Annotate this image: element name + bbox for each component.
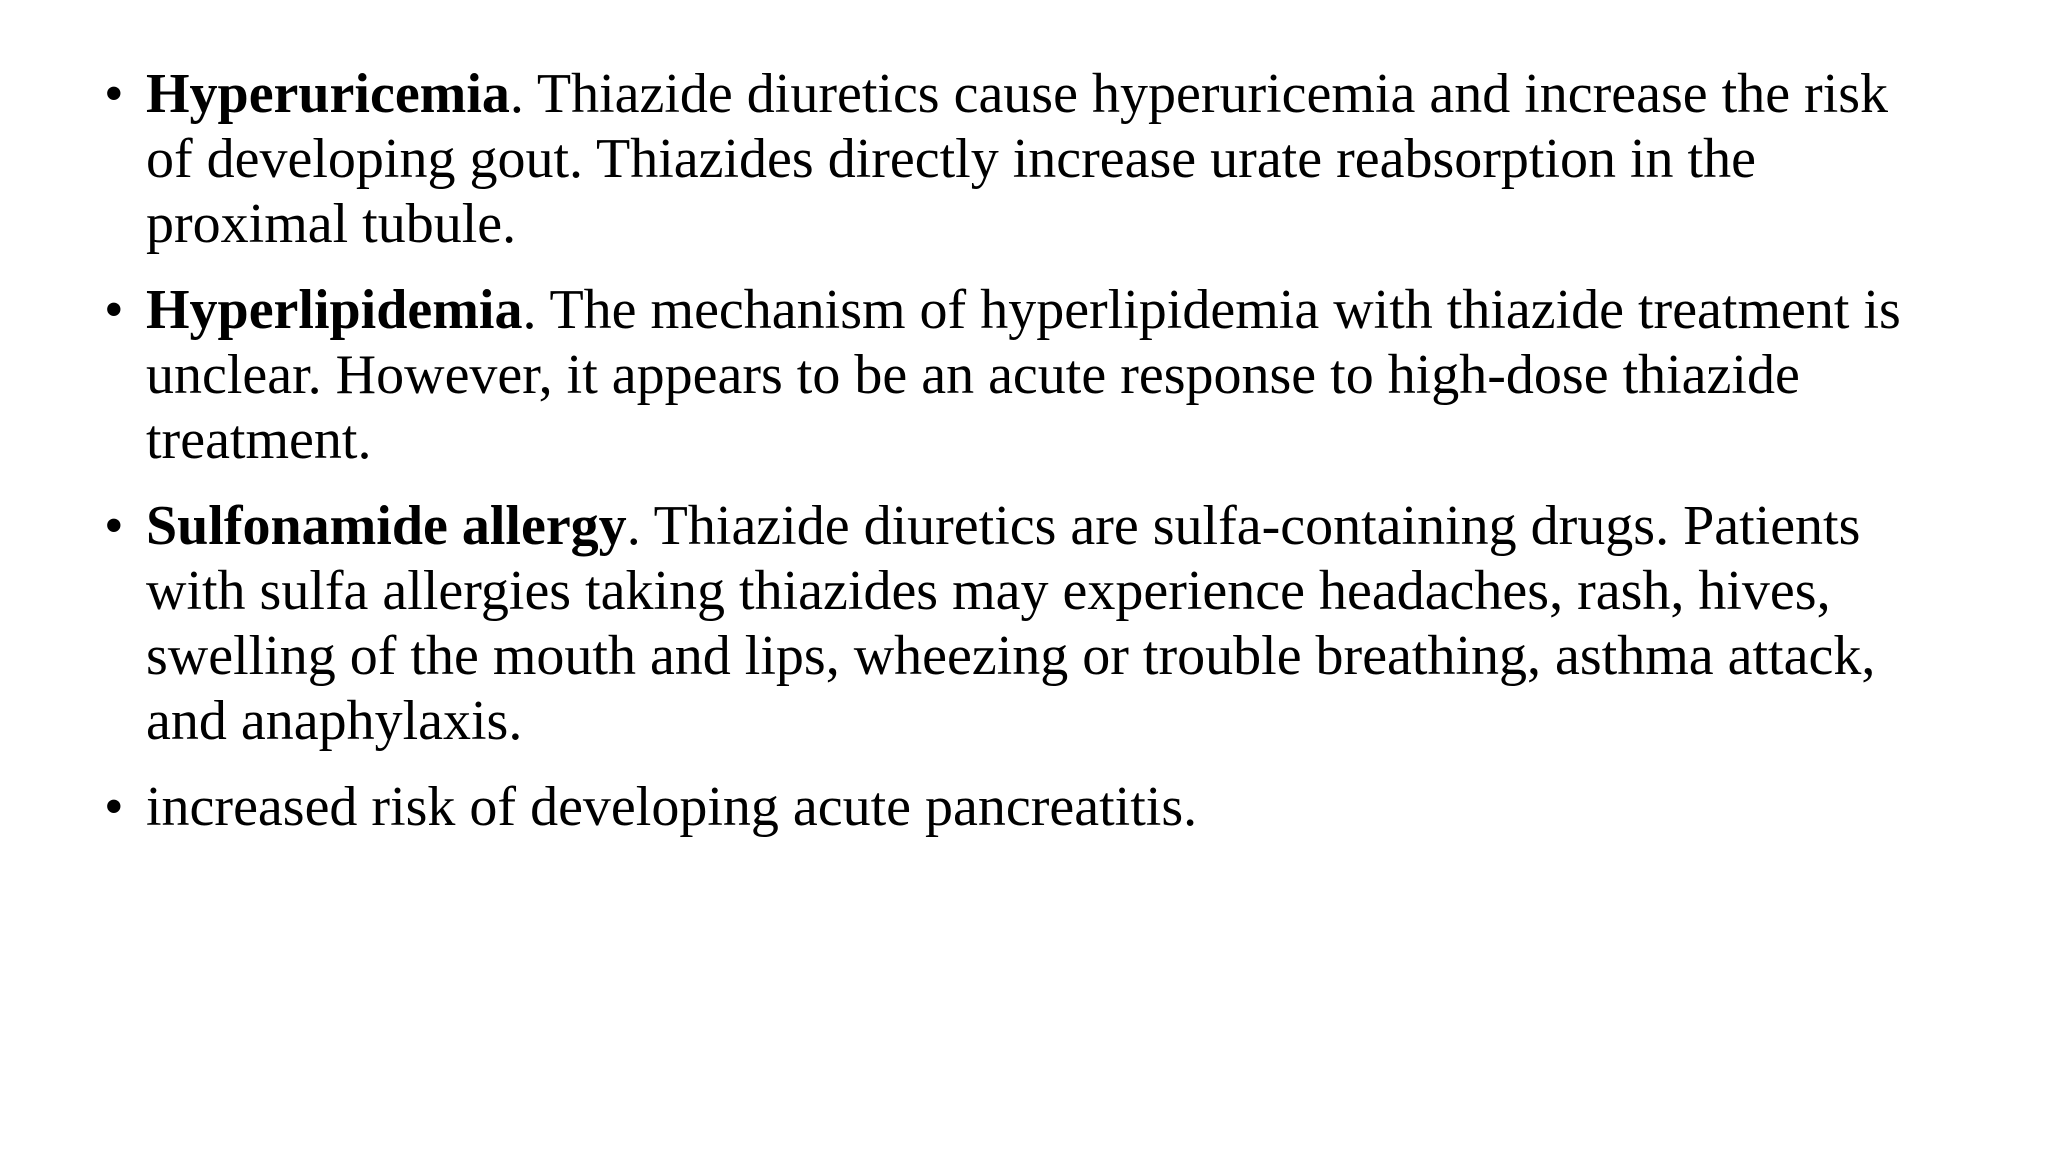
bullet-icon: • bbox=[104, 63, 124, 125]
bullet-icon: • bbox=[104, 279, 124, 341]
list-item-pancreatitis bbox=[104, 775, 1944, 840]
bullet-list bbox=[104, 62, 1944, 861]
bullet-text: . Thiazide diuretics are sulfa-containing drugs. Patients with sulfa allergies taking thiazides may experience headaches, rash, hives, swelling of the mouth and lips, wheezing or trouble breathing, asthma attack, and anaphylaxis. bbox=[146, 495, 1876, 752]
bullet-term: Hyperlipidemia bbox=[146, 279, 523, 341]
bullet-text: increased risk of developing acute pancreatitis. bbox=[146, 776, 1198, 838]
list-item-hyperuricemia bbox=[104, 62, 1944, 257]
bullet-text: . The mechanism of hyperlipidemia with thiazide treatment is unclear. However, it appears to be an acute response to high-dose thiazide treatment. bbox=[146, 279, 1901, 471]
list-item-sulfonamide-allergy bbox=[104, 494, 1944, 754]
bullet-term: Sulfonamide allergy bbox=[146, 495, 627, 557]
bullet-text: . Thiazide diuretics cause hyperuricemia and increase the risk of developing gout. Thiazides directly increase urate reabsorption in the proximal tubule. bbox=[146, 63, 1889, 255]
bullet-icon: • bbox=[104, 495, 124, 557]
bullet-term: Hyperuricemia bbox=[146, 63, 510, 125]
bullet-icon: • bbox=[104, 776, 124, 838]
list-item-hyperlipidemia bbox=[104, 278, 1944, 473]
